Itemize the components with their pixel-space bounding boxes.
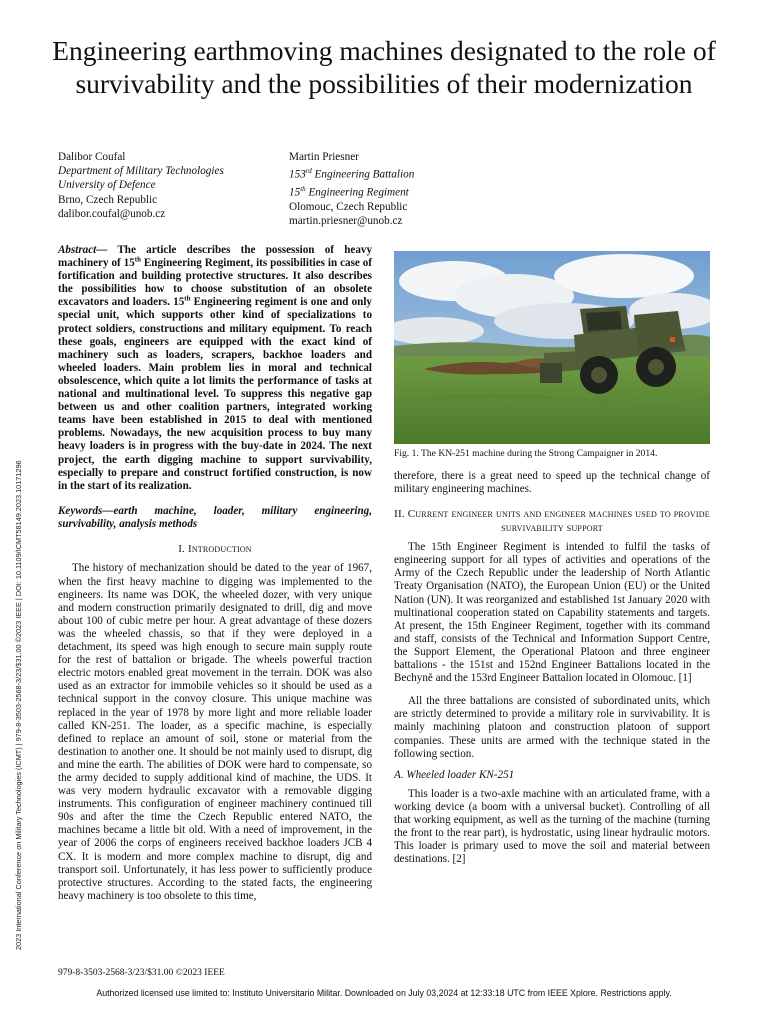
author-block-2 (289, 150, 414, 228)
conference-doi-text: 2023 International Conference on Military Technologies (ICMT) | 979-8-3503-2568-3/23/$31.00 ©2023 IEEE | DOI: 10.1109/ICMT58149.2023.10171296 (14, 460, 23, 950)
author-location: Brno, Czech Republic (58, 193, 158, 206)
loader-photo-illustration (394, 251, 710, 444)
author-block-1 (58, 150, 224, 221)
abstract: Abstract— The article describes the possession of heavy machinery of 15th Engineering Regiment, its possibilities in case of fortification and building protective structures. It also describes the possibilities how to choose substitution of an obsolete excavators and loaders. 15th Engineering regiment is one and only special unit, which supports other kind of specializations to protect soldiers, constructions and military equipment. To reach these goals, engineers are equipped with the exact kind of machinery such as loaders, scrapers, backhoe loaders and wheeled loaders. Main problem lies in moral and technical obsolescence, which quite a lot limits the performance of tasks at national and multinational level. To suppress this negative gap between us and other coalition partners, integrated working teams have been established in 2015 to deal with mentioned problems. Nowadays, the new acquisition process to buy many heavy loaders is in progress with the buy-date in 2024. The next project, the earth digging machine to support survivability, especially to prepare and construct fortified construction, is now in the start of its realization. (58, 244, 372, 492)
section2-paragraph-2: All the three battalions are consisted of subordinated units, which are strictly determined to provide a military role in survivability. It is mainly machining platoon and construction platoon of support companies. These units are armed with the technique stated in the following section. (394, 695, 710, 760)
author-email: martin.priesner@unob.cz (289, 215, 403, 228)
authorized-use-notice: Authorized licensed use limited to: Instituto Universitario Militar. Downloaded on July 03,2024 at 12:33:18 UTC from IEEE Xplore. Restrictions apply. (96, 988, 672, 998)
section2-paragraph-3: This loader is a two-axle machine with an articulated frame, with a working device (a boom with a universal bucket). Controlling of all that working equipment, as well as the turning of the machine (turning the front to the rear part), is hydrostatic, using linear hydraulic motors. This loader is primary used to move the soil and material between destinations. [2] (394, 787, 710, 866)
author-department: 153rd Engineering Battalion (289, 167, 415, 181)
figure-caption: Fig. 1. The KN-251 machine during the Strong Campaigner in 2014. (394, 448, 658, 459)
right-column (394, 470, 710, 866)
conference-sidebar (14, 460, 26, 950)
author-location: Olomouc, Czech Republic (289, 201, 408, 214)
section-heading-current-units: II. Current engineer units and engineer machines used to provide survivability support (394, 508, 710, 534)
author-name: Dalibor Coufal (58, 151, 126, 163)
introduction-paragraph: The history of mechanization should be dated to the year of 1967, when the first heavy machine to digging was implemented to the engineers. Its name was DOK, the wheeled dozer, with very unique and modern construction primarily designated to drill, dig and move about 100 of cubic metre per hour. A great advantage of these dozers was the wheeled chassis, so that if they were deployed in a detachment, its speed was high enough to secure main supply route for the rest of battalion or brigade. The wheels powerful traction electric motors enabled great movement in the terrain. DOK was also used as an extractor for immobile vehicles so it should be used as a technical support in the convoy closure. This unique machine was replaced in the year of 1978 by more light and more reliable loader called KN-251. The loader, as a specific machine, is especially defined to replace an amount of soil, stone or material from the destination to another one. It should be not mainly used to disrupt, dig and mine the earth. The abilities of DOK were hard to compensate, so the army decided to supply additional kind of machine, the UDS. It was very modern hydraulic excavator with a removable digging instruments. This configuration of engineer machinery continued till 90s and after the time the Czech Republic entered NATO, the machines became a little bit old. With a need of improvement, in the year of 2006 the corps of engineers received backhoe loaders JCB 4 CX. It is modern and more complex machine to disrupt, dig and transport soil. Unfortunately, it has less power to sufficiently produce protective structures. According to the stated facts, the engineering heavy machinery is too obsolete to this time, (58, 562, 372, 902)
keywords: Keywords—earth machine, loader, military engineering, survivability, analysis methods (58, 504, 372, 530)
author-organization: 15th Engineering Regiment (289, 185, 409, 199)
author-name: Martin Priesner (289, 151, 359, 163)
author-department: Department of Military Technologies (58, 165, 224, 178)
paper-title: Engineering earthmoving machines designated to the role of survivability and the possibilities of their modernization (52, 35, 716, 99)
author-organization: University of Defence (58, 179, 156, 192)
subsection-heading-kn251: A. Wheeled loader KN-251 (394, 768, 515, 781)
section-heading-introduction: I. Introduction (178, 542, 252, 555)
left-column (58, 244, 372, 903)
copyright-line: 979-8-3503-2568-3/23/$31.00 ©2023 IEEE (58, 968, 225, 978)
introduction-continuation: therefore, there is a great need to speed up the technical change of military engineering machines. (394, 470, 710, 496)
author-email: dalibor.coufal@unob.cz (58, 207, 166, 220)
kn251-photo (394, 251, 710, 444)
section2-paragraph-1: The 15th Engineer Regiment is intended to fulfil the tasks of engineering support for all types of activities and operations of the Army of the Czech Republic under the leadership of North Atlantic Treaty Organisation (NATO), the European Union (EU) or the United Nation (UN). It was reorganized and established 1st January 2020 with multinational cooperation stated on Capability statements and targets. At present, the 15th Engineer Regiment, together with its command and staff, consists of the Technical and Information Support Centre, the Support Element, the Operational Platoon and three engineer battalions - the 151st and 152nd Engineer Battalions located in the Bechyně and the 153rd Engineer Battalion located in Olomouc. [1] (394, 541, 710, 685)
figure-1 (394, 251, 710, 460)
